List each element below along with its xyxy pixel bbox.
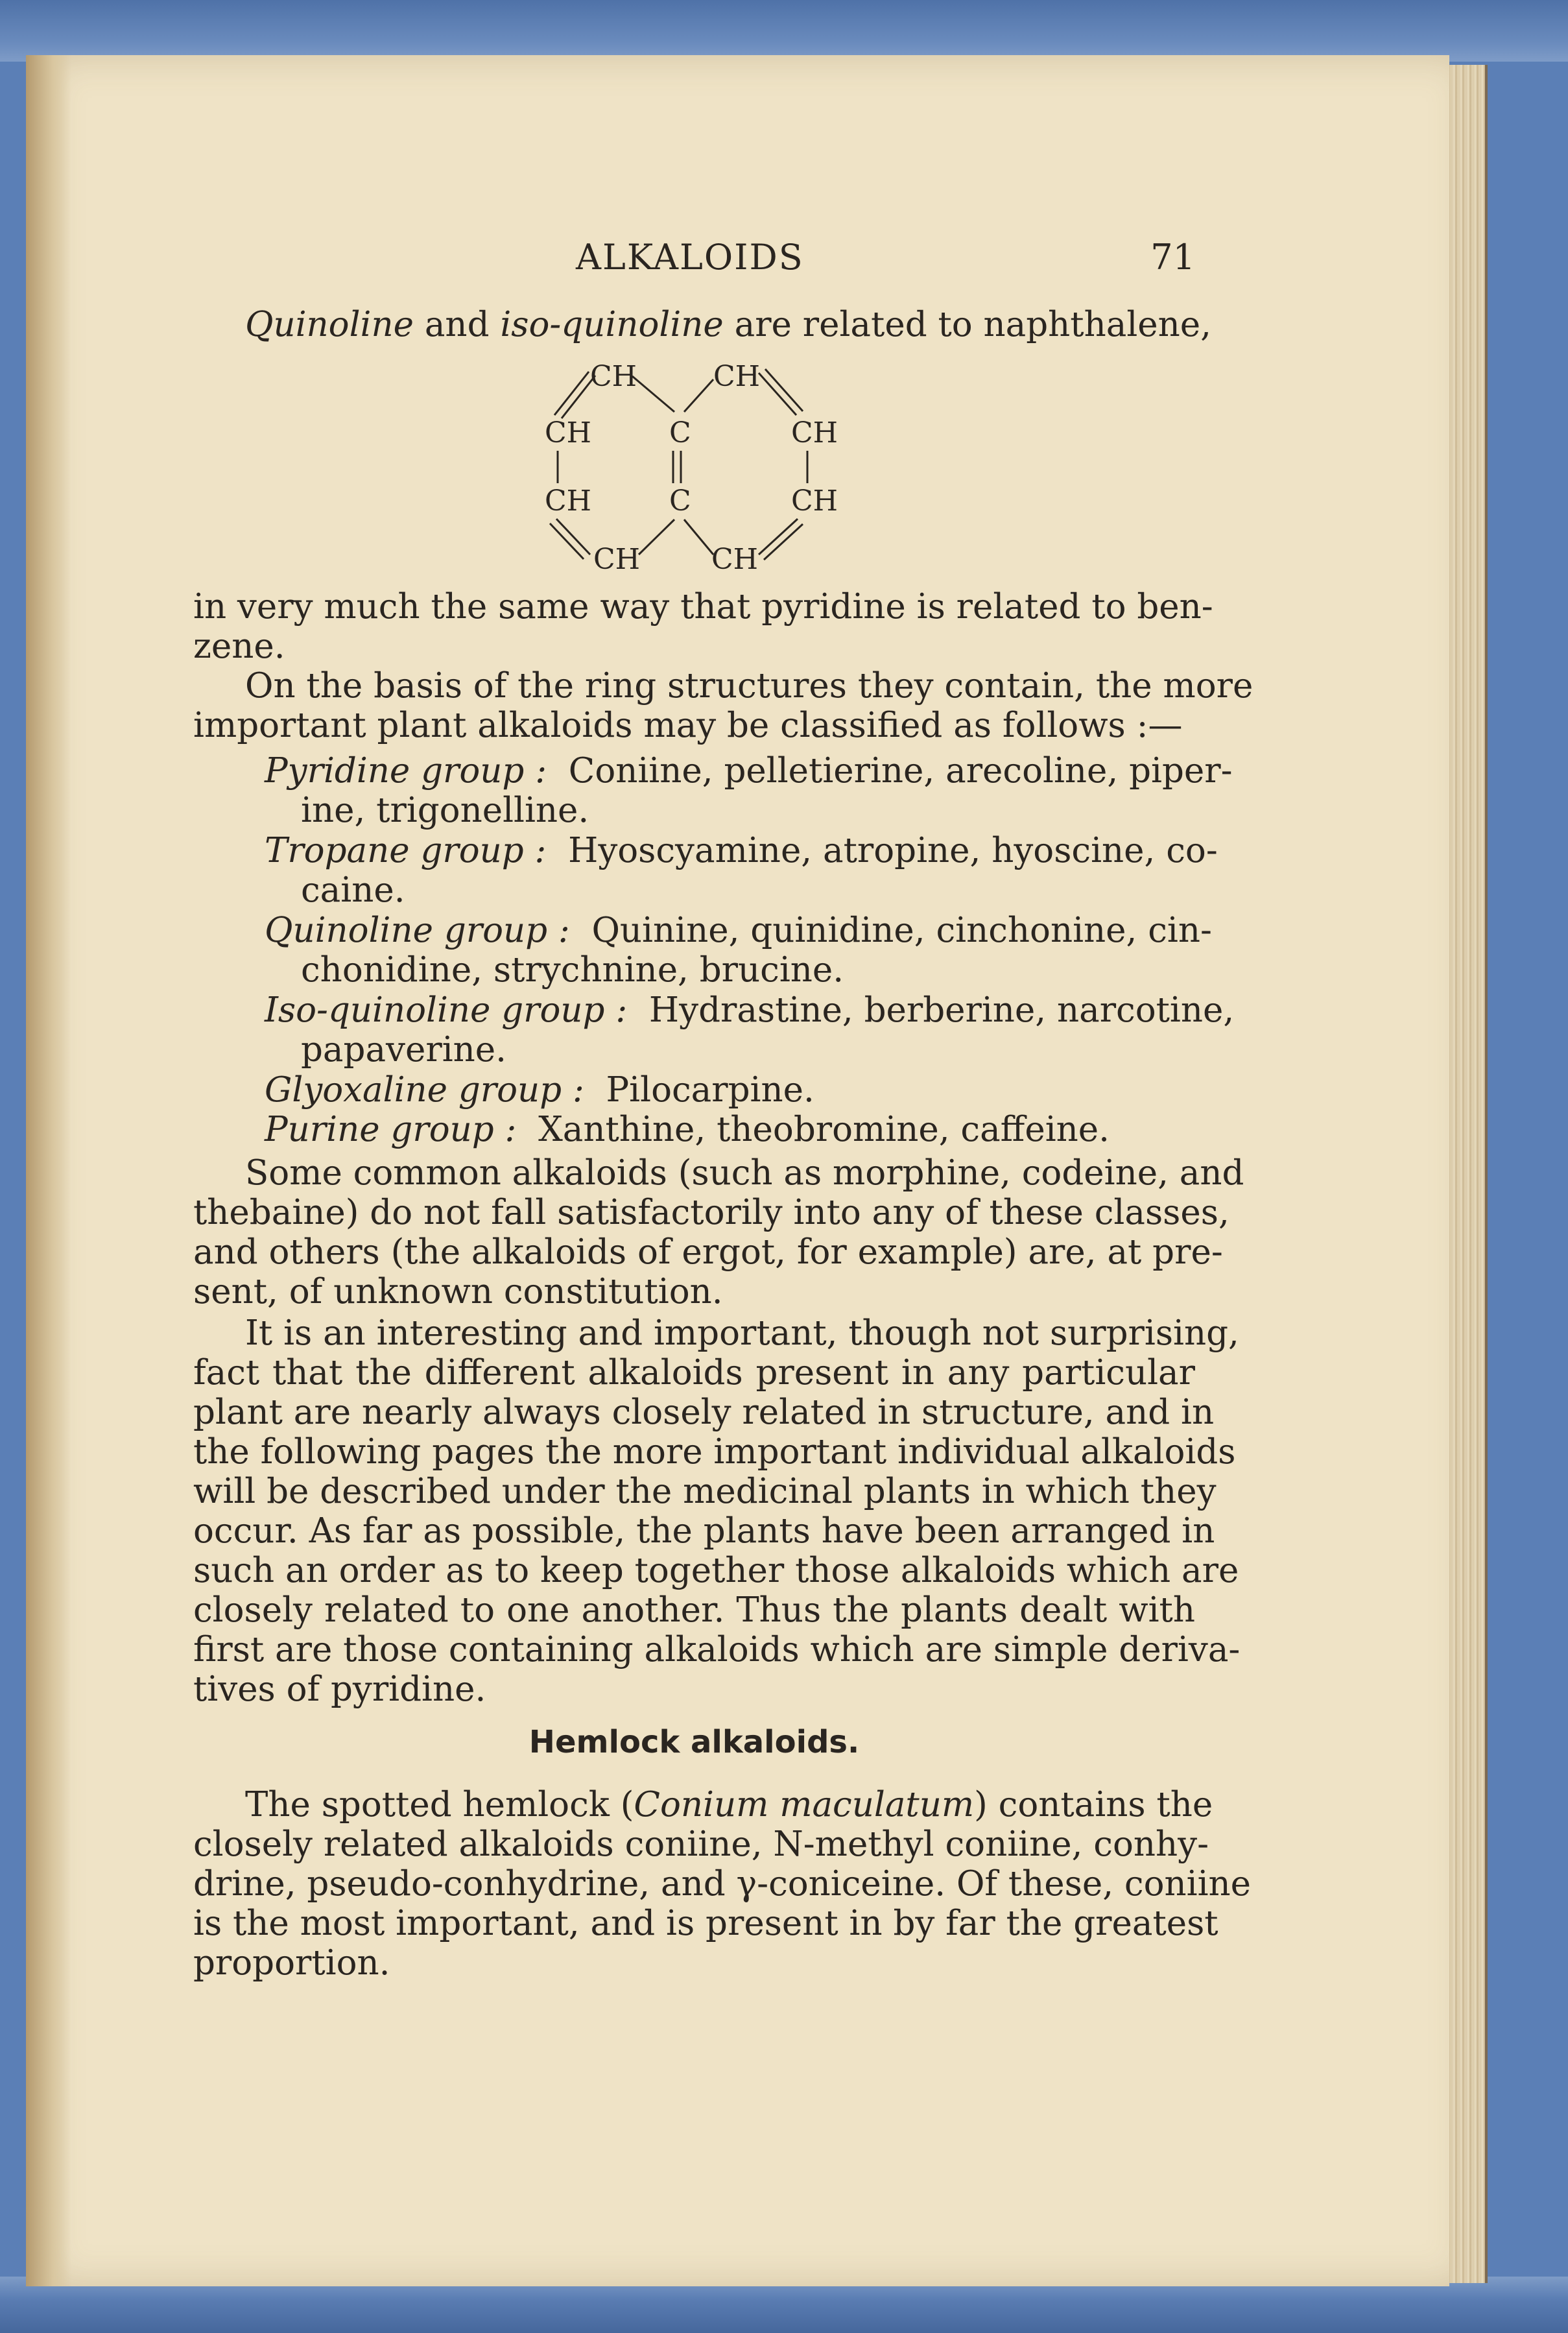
p2-line2: important plant alkaloids may be classified as follows :— [193, 706, 1183, 745]
group-members: Xanthine, theobromine, caffeine. [538, 1110, 1110, 1149]
atom-center-lower: C [669, 485, 691, 518]
atom-top-left: CH [590, 360, 637, 393]
group-pyridine [265, 751, 1233, 830]
iso-quinoline-term: iso-quinoline [500, 305, 724, 344]
p4-line1: It is an interesting and important, though not surprising, [245, 1313, 1239, 1353]
p2-line1: On the basis of the ring structures they contain, the more [245, 666, 1253, 706]
group-line [265, 751, 1233, 791]
p4-line2: fact that the different alkaloids present in any particular [193, 1353, 1195, 1393]
group-name: Quinoline group : [265, 911, 570, 950]
group-name: Iso-quinoline group : [265, 990, 628, 1030]
atom-bottom-right: CH [711, 543, 759, 576]
atom-right-lower: CH [791, 485, 838, 518]
p4-line7: such an order as to keep together those alkaloids which are [193, 1551, 1239, 1590]
group-name: Glyoxaline group : [265, 1070, 584, 1110]
page-gutter [26, 55, 71, 2286]
group-members: Hyoscyamine, atropine, hyoscine, co- [568, 831, 1218, 870]
p5-line5: proportion. [193, 1943, 390, 1983]
p4-line10: tives of pyridine. [193, 1669, 486, 1709]
group-line [265, 1110, 1195, 1149]
group-line [265, 911, 1212, 950]
p4-line3: plant are nearly always closely related in structure, and in [193, 1393, 1215, 1432]
group-members: Pilocarpine. [606, 1070, 814, 1110]
group-name: Pyridine group : [265, 751, 547, 791]
group-members: Hydrastine, berberine, narcotine, [648, 990, 1235, 1030]
p5-line1-start: The spotted hemlock ( [245, 1785, 634, 1825]
p4-line9: first are those containing alkaloids which are simple deriva- [193, 1630, 1241, 1669]
page-number: 71 [1150, 237, 1195, 278]
p1-line2: zene. [193, 627, 285, 666]
group-members-cont: ine, trigonelline. [301, 791, 589, 830]
p4-line4: the following pages the more important individual alkaloids [193, 1432, 1236, 1472]
p3-line1: Some common alkaloids (such as morphine, codeine, and [245, 1153, 1244, 1193]
intro-rest: are related to naphthalene, [723, 305, 1212, 344]
group-name: Purine group : [265, 1110, 517, 1149]
p5-line3: drine, pseudo-conhydrine, and γ-coniceine. Of these, coniine [193, 1864, 1252, 1904]
p5-line4: is the most important, and is present in by far the greatest [193, 1904, 1218, 1943]
section-heading: Hemlock alkaloids. [529, 1724, 860, 1760]
p4-line6: occur. As far as possible, the plants have been arranged in [193, 1511, 1215, 1551]
intro-line [193, 305, 1212, 344]
p5-line1-end: ) contains the [974, 1785, 1213, 1825]
running-header [193, 237, 1195, 282]
atom-left-lower: CH [545, 485, 592, 518]
group-members-cont: chonidine, strychnine, brucine. [301, 950, 844, 990]
paragraph-4 [193, 1313, 1241, 1709]
atom-right-upper: CH [791, 416, 838, 449]
conium-maculatum-term: Conium maculatum [634, 1785, 975, 1825]
intro-text [193, 305, 1212, 344]
p5-line2: closely related alkaloids coniine, N-methyl coniine, conhy- [193, 1825, 1209, 1864]
paragraph-2 [193, 666, 1253, 745]
group-glyoxaline [265, 1070, 1195, 1110]
paragraph-1 [193, 587, 1213, 666]
p4-line8: closely related to one another. Thus the plants dealt with [193, 1590, 1195, 1630]
atom-bottom-left: CH [593, 543, 641, 576]
naphthalene-structure [519, 353, 882, 577]
group-members: Quinine, quinidine, cinchonine, cin- [591, 911, 1212, 950]
group-purine [265, 1110, 1195, 1149]
cover-top-edge [0, 0, 1568, 62]
atom-left-upper: CH [545, 416, 592, 449]
p3-line4: sent, of unknown constitution. [193, 1272, 723, 1311]
paragraph-5 [193, 1785, 1252, 1983]
p5-line1 [193, 1785, 1213, 1825]
running-title: ALKALOIDS [576, 237, 804, 278]
group-members: Coniine, pelletierine, arecoline, piper- [568, 751, 1233, 791]
group-line [265, 990, 1235, 1030]
intro-and: and [413, 305, 501, 344]
group-line [265, 1070, 1195, 1110]
group-members-cont: caine. [301, 870, 405, 910]
group-line [265, 831, 1218, 870]
group-tropane [265, 831, 1218, 910]
p3-line2: thebaine) do not fall satisfactorily into any of these classes, [193, 1193, 1229, 1232]
group-members-cont: papaverine. [301, 1030, 506, 1070]
atom-top-right: CH [713, 360, 761, 393]
atom-center-upper: C [669, 416, 691, 449]
p1-line1: in very much the same way that pyridine is related to ben- [193, 587, 1213, 627]
group-iso-quinoline [265, 990, 1235, 1070]
p4-line5: will be described under the medicinal plants in which they [193, 1472, 1217, 1511]
p3-line3: and others (the alkaloids of ergot, for example) are, at pre- [193, 1232, 1223, 1272]
naphthalene-diagram [519, 353, 882, 577]
group-quinoline [265, 911, 1212, 990]
bond-lines [550, 369, 807, 560]
paragraph-3 [193, 1153, 1244, 1311]
group-name: Tropane group : [265, 831, 547, 870]
quinoline-term: Quinoline [245, 305, 414, 344]
